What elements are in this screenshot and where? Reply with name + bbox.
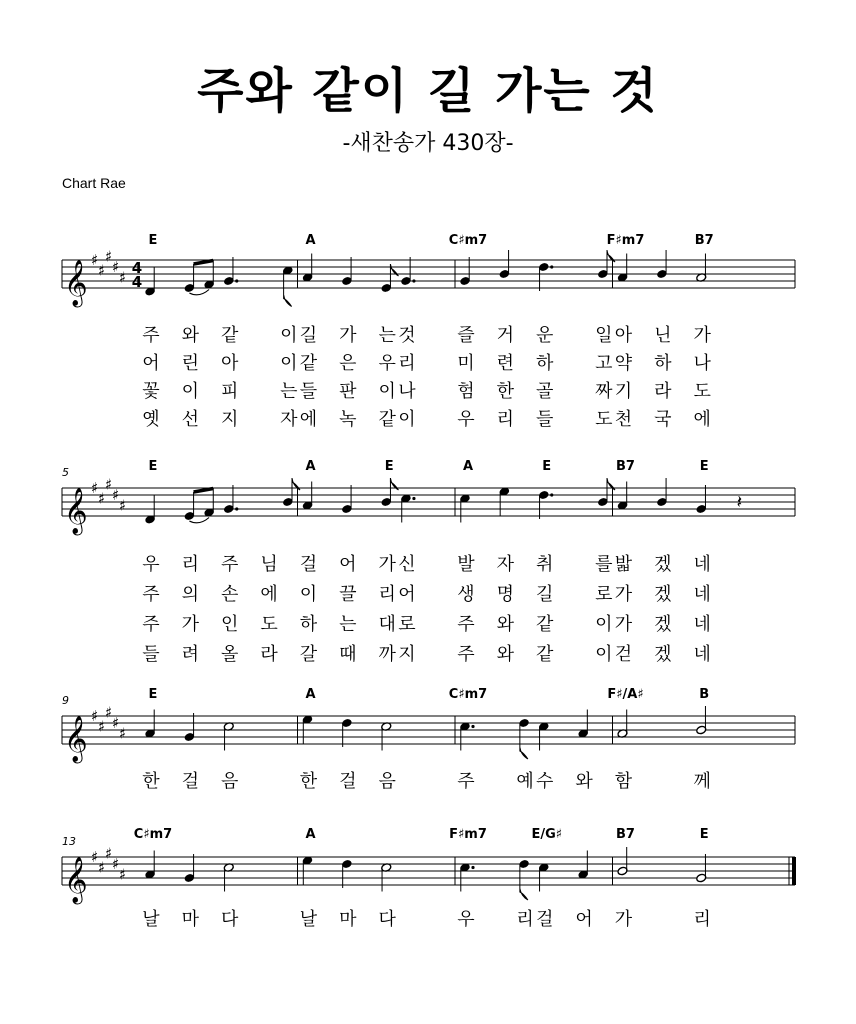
lyric-syllable: 생 bbox=[457, 584, 475, 605]
lyric-syllable: 도 bbox=[260, 614, 278, 635]
lyric-syllable: 네 bbox=[693, 644, 711, 665]
key-signature-sharp: ♯ bbox=[98, 261, 106, 280]
lyric-syllable: 와 bbox=[496, 644, 515, 665]
lyric-syllable: 같 bbox=[378, 409, 396, 430]
lyric-syllable: 리 bbox=[693, 909, 711, 930]
key-signature-sharp: ♯ bbox=[119, 268, 127, 287]
lyric-syllable: 은 bbox=[339, 353, 357, 374]
lyric-syllable: 취 bbox=[536, 554, 554, 575]
lyric-syllable: 밟 bbox=[614, 554, 633, 575]
lyric-syllable: 들 bbox=[142, 644, 160, 665]
lyric-syllable: 주 bbox=[457, 644, 475, 665]
lyric-syllable: 네 bbox=[693, 584, 711, 605]
lyric-syllable: 나 bbox=[398, 381, 416, 402]
lyric-syllable: 손 bbox=[221, 584, 239, 605]
chord-symbol: C♯m7 bbox=[448, 687, 488, 702]
lyric-syllable: 겠 bbox=[654, 584, 672, 605]
lyric-syllable: 이 bbox=[398, 409, 416, 430]
lyric-syllable: 네 bbox=[693, 554, 711, 575]
key-signature-sharp: ♯ bbox=[105, 475, 113, 494]
lyric-syllable: 걸 bbox=[181, 771, 200, 792]
lyric-syllable: 때 bbox=[339, 644, 357, 665]
lyric-syllable: 어 bbox=[339, 554, 357, 575]
lyric-syllable: 이 bbox=[280, 353, 298, 374]
lyric-syllable: 리 bbox=[378, 584, 396, 605]
lyric-syllable: 가 bbox=[614, 909, 633, 930]
lyric-syllable: 주 bbox=[142, 584, 160, 605]
lyric-syllable: 골 bbox=[536, 381, 554, 402]
beam bbox=[194, 261, 214, 265]
key-signature-sharp: ♯ bbox=[112, 486, 120, 504]
arranger-credit: Chart Rae bbox=[62, 175, 126, 191]
key-signature-sharp: ♯ bbox=[112, 258, 120, 276]
lyric-syllable: 의 bbox=[181, 584, 200, 605]
lyric-syllable: 걷 bbox=[614, 644, 633, 665]
lyric-syllable: 까 bbox=[378, 644, 396, 665]
final-barline-thick bbox=[792, 857, 796, 885]
lyric-syllable: 걸 bbox=[339, 771, 357, 792]
lyric-syllable: 지 bbox=[398, 644, 416, 665]
lyric-syllable: 리 bbox=[181, 554, 200, 575]
lyric-syllable: 를 bbox=[595, 554, 613, 575]
chord-symbol: F♯m7 bbox=[606, 233, 645, 248]
lyric-syllable: 나 bbox=[693, 353, 711, 374]
key-signature-sharp: ♯ bbox=[98, 717, 106, 736]
chord-symbol: F♯m7 bbox=[449, 827, 487, 842]
lyric-syllable: 겠 bbox=[654, 644, 672, 665]
treble-clef-icon: 𝄞 bbox=[64, 488, 88, 534]
lyric-syllable: 도 bbox=[693, 381, 711, 402]
lyric-syllable: 날 bbox=[299, 909, 318, 930]
lyric-syllable: 어 bbox=[575, 909, 593, 930]
lyric-syllable: 같 bbox=[221, 325, 239, 346]
lyric-syllable: 운 bbox=[536, 325, 554, 346]
augmentation-dot bbox=[550, 493, 553, 496]
lyric-syllable: 예 bbox=[516, 771, 534, 792]
augmentation-dot bbox=[471, 866, 474, 869]
lyric-syllable: 길 bbox=[536, 584, 554, 605]
chord-symbol: E bbox=[148, 687, 158, 702]
lyric-syllable: 함 bbox=[614, 771, 633, 792]
lyric-syllable: 녹 bbox=[339, 409, 357, 430]
lyric-syllable: 에 bbox=[299, 409, 318, 430]
lyric-syllable: 와 bbox=[575, 771, 593, 792]
lyric-syllable: 한 bbox=[299, 771, 318, 792]
lyric-syllable: 와 bbox=[496, 614, 515, 635]
lyric-syllable: 갈 bbox=[299, 644, 318, 665]
lyric-syllable: 미 bbox=[457, 353, 475, 374]
staff-system-4 bbox=[62, 827, 796, 930]
lyric-syllable: 한 bbox=[496, 381, 515, 402]
lyric-syllable: 명 bbox=[496, 584, 515, 605]
lyric-syllable: 주 bbox=[457, 614, 475, 635]
eighth-flag bbox=[520, 888, 528, 900]
lyric-syllable: 피 bbox=[221, 381, 239, 402]
lyric-syllable: 주 bbox=[457, 771, 475, 792]
beam bbox=[194, 489, 214, 493]
lyric-syllable: 날 bbox=[142, 909, 160, 930]
lyric-syllable: 리 bbox=[516, 909, 534, 930]
lyric-syllable: 주 bbox=[142, 614, 160, 635]
lyric-syllable: 길 bbox=[299, 325, 318, 346]
lyric-syllable: 아 bbox=[221, 353, 239, 374]
lyric-syllable: 수 bbox=[536, 771, 554, 792]
key-signature-sharp: ♯ bbox=[112, 855, 120, 873]
lyric-syllable: 가 bbox=[614, 614, 633, 635]
lyric-syllable: 이 bbox=[181, 381, 200, 402]
key-signature-sharp: ♯ bbox=[105, 247, 113, 266]
lyric-syllable: 끌 bbox=[339, 584, 357, 605]
lyric-syllable: 마 bbox=[181, 909, 200, 930]
key-signature-sharp: ♯ bbox=[91, 707, 99, 725]
eighth-flag bbox=[284, 295, 292, 307]
chord-symbol: F♯/A♯ bbox=[607, 687, 644, 702]
lyric-syllable: 자 bbox=[496, 554, 515, 575]
augmentation-dot bbox=[412, 279, 415, 282]
key-signature-sharp: ♯ bbox=[119, 724, 127, 743]
chord-symbol: E bbox=[699, 459, 709, 474]
chord-symbol: E bbox=[542, 459, 552, 474]
lyric-syllable: 하 bbox=[536, 353, 554, 374]
lyric-syllable: 로 bbox=[595, 584, 613, 605]
lyric-syllable: 험 bbox=[457, 381, 475, 402]
lyric-syllable: 들 bbox=[299, 381, 318, 402]
lyric-syllable: 이 bbox=[299, 584, 318, 605]
lyric-syllable: 가 bbox=[614, 584, 633, 605]
measure-number: 13 bbox=[62, 835, 76, 848]
song-title: 주와 같이 길 가는 것 bbox=[197, 63, 659, 119]
staff-system-2 bbox=[62, 459, 795, 665]
chord-symbol: B7 bbox=[616, 459, 635, 474]
lyric-syllable: 꽃 bbox=[142, 381, 160, 402]
lyric-syllable: 주 bbox=[221, 554, 239, 575]
lyric-syllable: 리 bbox=[496, 409, 515, 430]
lyric-syllable: 가 bbox=[378, 554, 396, 575]
key-signature-sharp: ♯ bbox=[98, 489, 106, 508]
chord-symbol: A bbox=[305, 459, 316, 474]
lyric-syllable: 는 bbox=[280, 381, 298, 402]
lyric-syllable: 한 bbox=[142, 771, 160, 792]
chord-symbol: C♯m7 bbox=[133, 827, 173, 842]
lyric-syllable: 천 bbox=[614, 409, 633, 430]
lyric-syllable: 로 bbox=[398, 614, 416, 635]
staff-system-3 bbox=[62, 687, 795, 792]
key-signature-sharp: ♯ bbox=[119, 496, 127, 515]
chord-symbol: E bbox=[384, 459, 394, 474]
lyric-syllable: 같 bbox=[536, 614, 554, 635]
lyric-syllable: 아 bbox=[614, 325, 633, 346]
chord-symbol: B7 bbox=[694, 233, 714, 248]
lyric-syllable: 이 bbox=[280, 325, 298, 346]
lyric-syllable: 걸 bbox=[299, 554, 318, 575]
lyric-syllable: 주 bbox=[142, 325, 160, 346]
lyric-syllable: 가 bbox=[181, 614, 200, 635]
lyric-syllable: 께 bbox=[693, 771, 711, 792]
chord-symbol: A bbox=[305, 687, 316, 702]
lyric-syllable: 판 bbox=[339, 381, 357, 402]
lyric-syllable: 겠 bbox=[654, 554, 672, 575]
lyric-syllable: 우 bbox=[378, 353, 396, 374]
lyric-syllable: 에 bbox=[693, 409, 711, 430]
lyric-syllable: 것 bbox=[398, 325, 416, 346]
augmentation-dot bbox=[235, 507, 238, 510]
lyric-syllable: 약 bbox=[614, 353, 633, 374]
lyric-syllable: 우 bbox=[457, 909, 475, 930]
chord-symbol: A bbox=[305, 233, 316, 248]
lyric-syllable: 는 bbox=[378, 325, 396, 346]
measure-number: 9 bbox=[62, 694, 69, 707]
lyric-syllable: 리 bbox=[398, 353, 416, 374]
lyric-syllable: 는 bbox=[339, 614, 357, 635]
lyric-syllable: 고 bbox=[595, 353, 613, 374]
treble-clef-icon: 𝄞 bbox=[64, 857, 88, 903]
chord-symbol: E bbox=[148, 459, 158, 474]
chord-symbol: C♯m7 bbox=[448, 233, 488, 248]
measure-number: 5 bbox=[62, 466, 69, 479]
lyric-syllable: 지 bbox=[221, 409, 239, 430]
lyric-syllable: 선 bbox=[181, 409, 200, 430]
chord-symbol: B7 bbox=[616, 827, 635, 842]
lyric-syllable: 올 bbox=[221, 644, 239, 665]
chord-symbol: A bbox=[462, 459, 474, 474]
lyric-syllable: 짜 bbox=[595, 381, 613, 402]
lyric-syllable: 신 bbox=[398, 554, 416, 575]
treble-clef-icon: 𝄞 bbox=[64, 716, 88, 762]
lyric-syllable: 련 bbox=[496, 353, 515, 374]
lyric-syllable: 가 bbox=[693, 325, 711, 346]
lyric-syllable: 도 bbox=[595, 409, 613, 430]
staff-system-1 bbox=[62, 233, 795, 430]
lyric-syllable: 하 bbox=[299, 614, 318, 635]
lyric-syllable: 하 bbox=[654, 353, 672, 374]
lyric-syllable: 거 bbox=[496, 325, 515, 346]
key-signature-sharp: ♯ bbox=[112, 714, 120, 732]
lyric-syllable: 음 bbox=[378, 771, 396, 792]
lyric-syllable: 인 bbox=[221, 614, 239, 635]
lyric-syllable: 자 bbox=[280, 409, 298, 430]
lyric-syllable: 다 bbox=[378, 909, 396, 930]
eighth-flag bbox=[520, 747, 528, 759]
key-signature-sharp: ♯ bbox=[105, 844, 113, 863]
lyric-syllable: 발 bbox=[457, 554, 475, 575]
lyric-syllable: 닌 bbox=[654, 325, 672, 346]
augmentation-dot bbox=[471, 725, 474, 728]
key-signature-sharp: ♯ bbox=[98, 858, 106, 877]
lyric-syllable: 걸 bbox=[536, 909, 554, 930]
chord-symbol: E/G♯ bbox=[531, 827, 563, 842]
lyric-syllable: 옛 bbox=[142, 409, 160, 430]
time-signature-top: 4 bbox=[131, 259, 143, 277]
chord-symbol: B bbox=[699, 687, 710, 702]
lyric-syllable: 같 bbox=[299, 353, 318, 374]
augmentation-dot bbox=[550, 265, 553, 268]
key-signature-sharp: ♯ bbox=[91, 479, 99, 497]
chord-symbol: E bbox=[148, 233, 158, 248]
lyric-syllable: 일 bbox=[595, 325, 613, 346]
lyric-syllable: 이 bbox=[595, 644, 613, 665]
time-signature-bottom: 4 bbox=[131, 273, 143, 291]
lyric-syllable: 이 bbox=[378, 381, 396, 402]
key-signature-sharp: ♯ bbox=[91, 251, 99, 269]
lyric-syllable: 즐 bbox=[457, 325, 475, 346]
key-signature-sharp: ♯ bbox=[91, 848, 99, 866]
augmentation-dot bbox=[235, 279, 238, 282]
chord-symbol: A bbox=[305, 827, 316, 842]
lyric-syllable: 님 bbox=[260, 554, 278, 575]
lyric-syllable: 국 bbox=[654, 409, 672, 430]
lyric-syllable: 대 bbox=[378, 614, 396, 635]
treble-clef-icon: 𝄞 bbox=[64, 260, 88, 306]
lyric-syllable: 우 bbox=[142, 554, 160, 575]
lyric-syllable: 린 bbox=[181, 353, 200, 374]
lyric-syllable: 이 bbox=[595, 614, 613, 635]
lyric-syllable: 에 bbox=[260, 584, 278, 605]
lyric-syllable: 네 bbox=[693, 614, 711, 635]
lyric-syllable: 우 bbox=[457, 409, 475, 430]
key-signature-sharp: ♯ bbox=[105, 703, 113, 722]
lyric-syllable: 같 bbox=[536, 644, 554, 665]
chord-symbol: E bbox=[699, 827, 709, 842]
lyric-syllable: 가 bbox=[339, 325, 357, 346]
lyric-syllable: 라 bbox=[260, 644, 278, 665]
lyric-syllable: 어 bbox=[398, 584, 416, 605]
song-subtitle: -새찬송가 430장- bbox=[342, 131, 514, 156]
quarter-rest: 𝄽 bbox=[736, 492, 743, 513]
lyric-syllable: 마 bbox=[339, 909, 357, 930]
augmentation-dot bbox=[412, 497, 415, 500]
lyric-syllable: 음 bbox=[221, 771, 239, 792]
lyric-syllable: 다 bbox=[221, 909, 239, 930]
lyric-syllable: 려 bbox=[181, 644, 200, 665]
lyric-syllable: 겠 bbox=[654, 614, 672, 635]
lyric-syllable: 와 bbox=[181, 325, 200, 346]
lyric-syllable: 어 bbox=[142, 353, 160, 374]
lyric-syllable: 라 bbox=[654, 381, 672, 402]
lyric-syllable: 기 bbox=[614, 381, 633, 402]
lyric-syllable: 들 bbox=[536, 409, 554, 430]
key-signature-sharp: ♯ bbox=[119, 865, 127, 884]
